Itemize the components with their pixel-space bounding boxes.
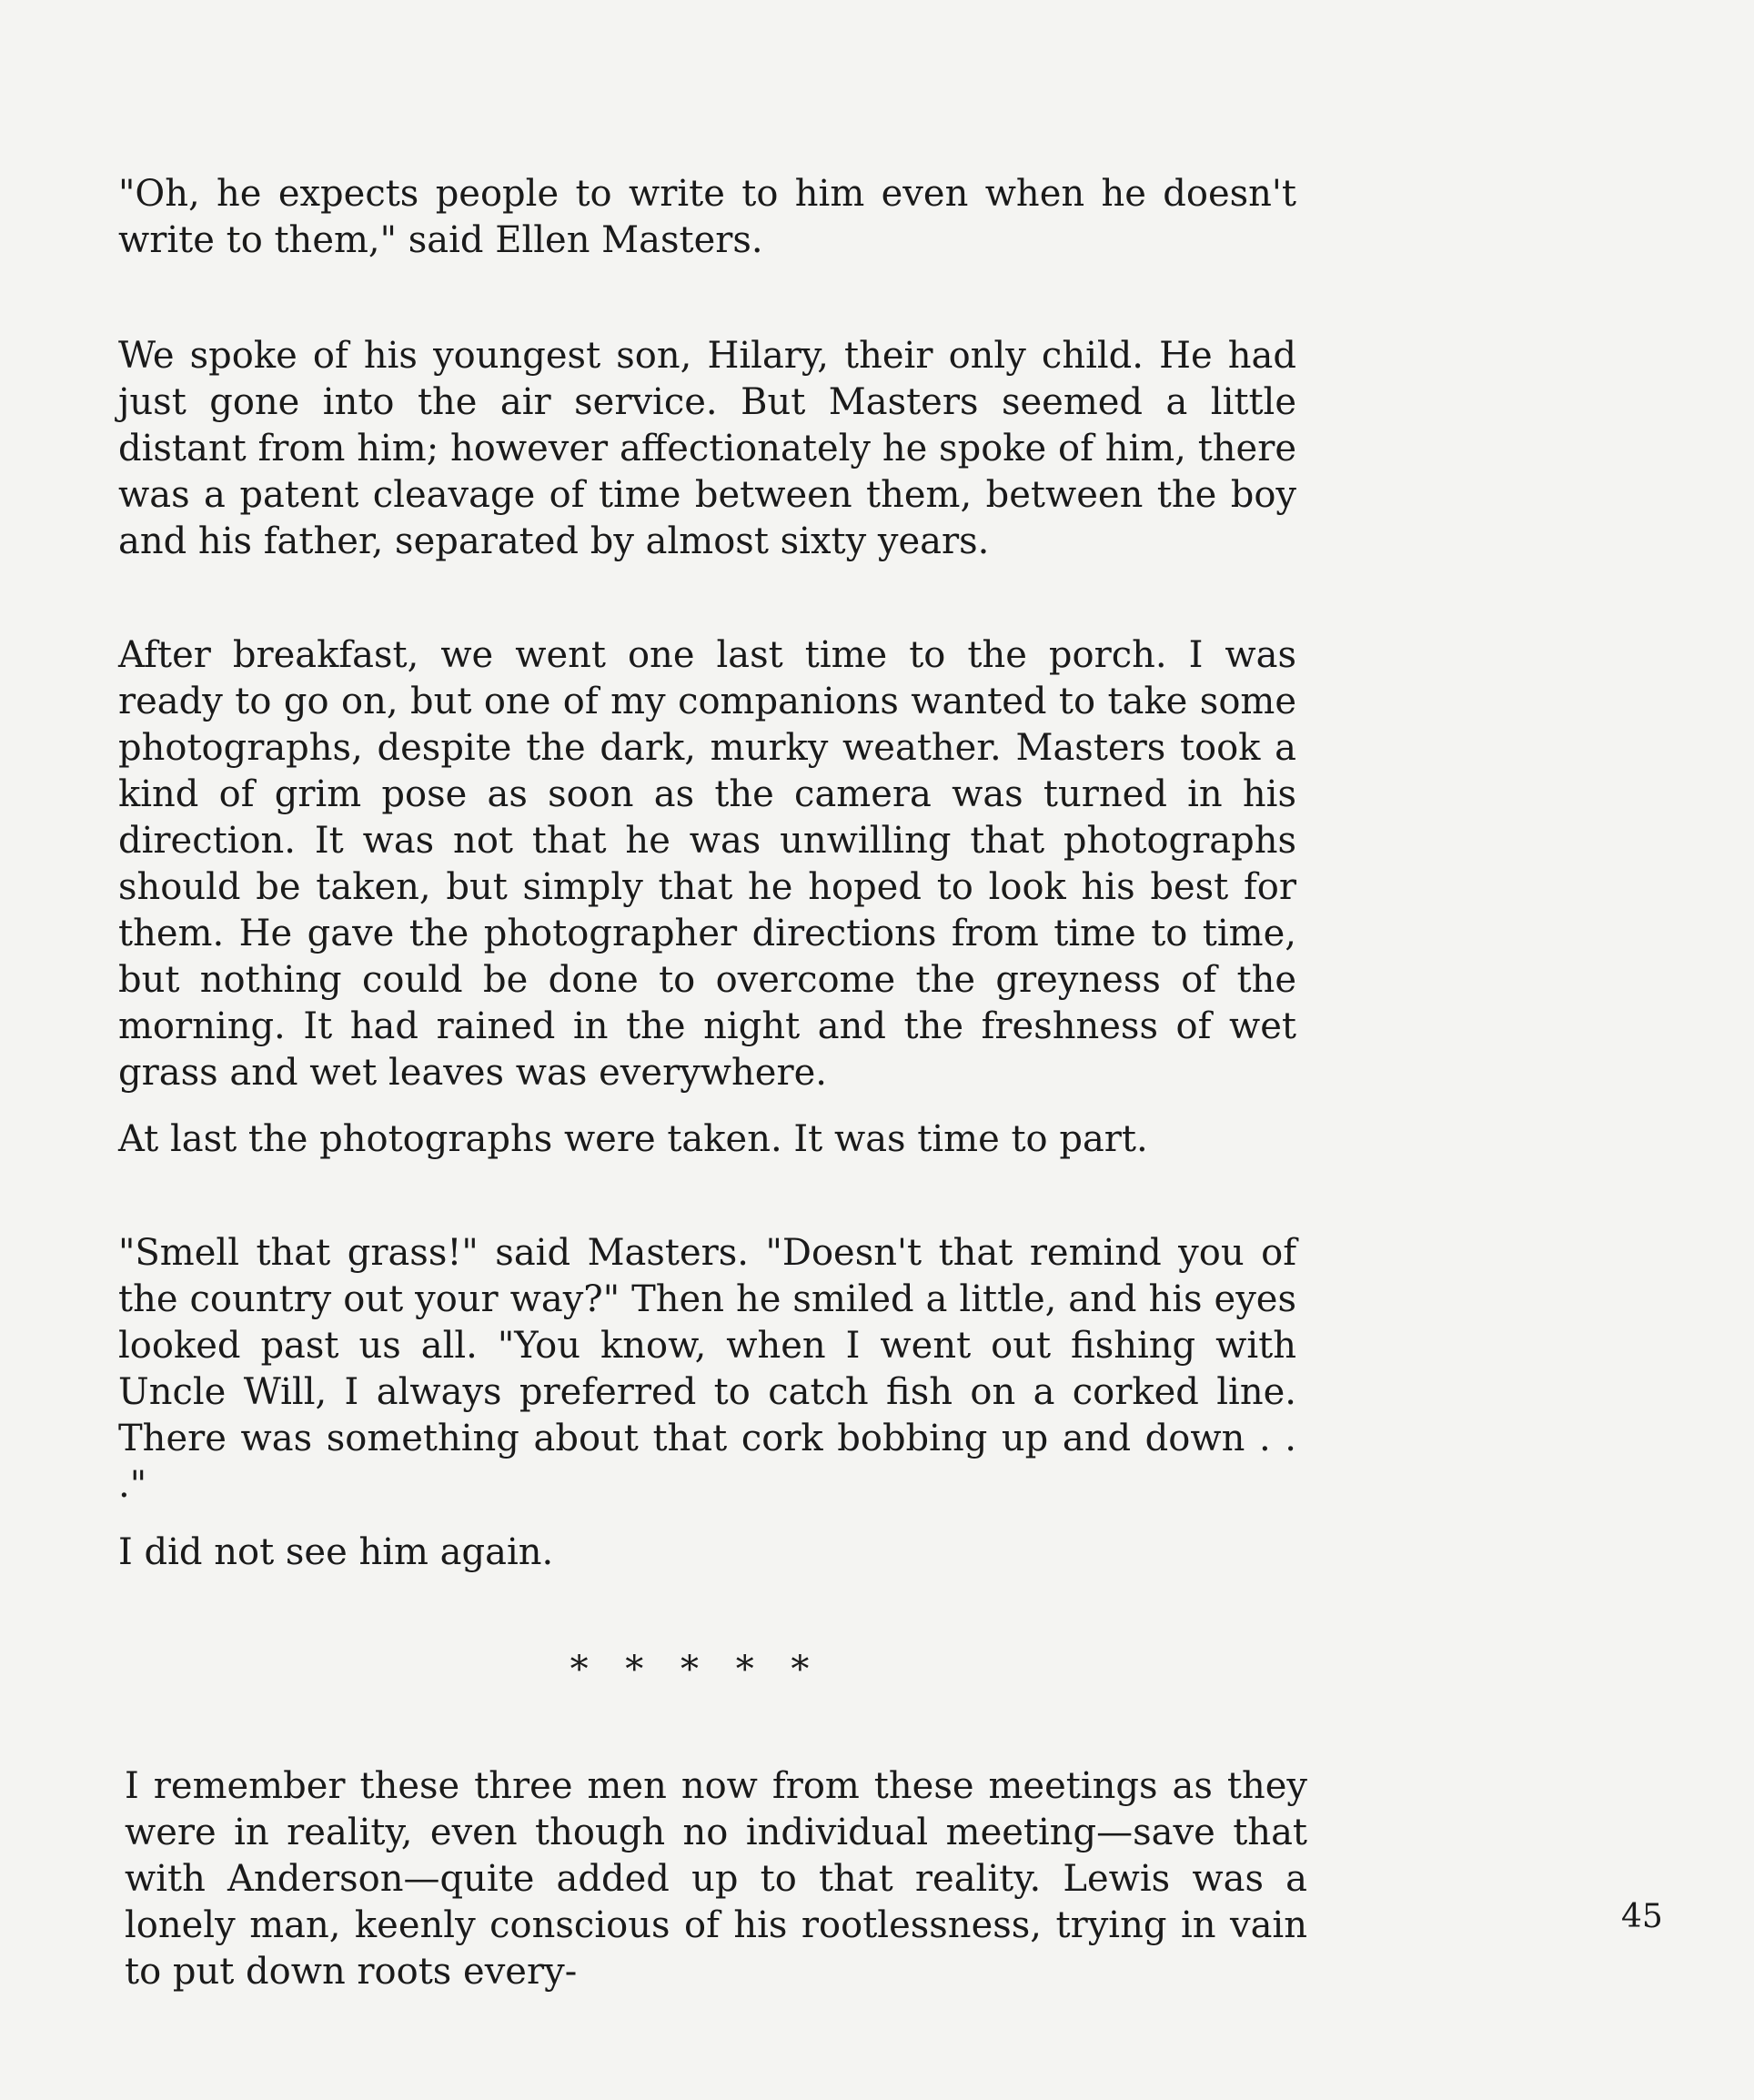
paragraph-remember-three-men: I remember these three men now from these meetings as they were in reality, even though no individual meeting—save that with Anderson—quite added up to that reality. Lewis was a lonely man, keenly conscious of his rootlessness, trying in vain to put down roots every- [125, 1765, 1307, 1993]
paragraph-ellen-masters-quote: "Oh, he expects people to write to him even when he doesn't write to them," said Ellen Masters. [118, 173, 1296, 261]
paragraph-after-breakfast: After breakfast, we went one last time to the porch. I was ready to go on, but one of my companions wanted to take some photographs, despite the dark, murky weather. Masters took a kind of grim pose as soon as the camera was turned in his direction. It was not that he was unwilling that photographs should be taken, but simply that he hoped to look his best for them. He gave the photographer directions from time to time, but nothing could be done to overcome the greyness of the morning. It had rained in the night and the freshness of wet grass and wet leaves was everywhere. [118, 634, 1296, 1094]
page-number: 45 [1621, 1898, 1663, 1935]
paragraph-smell-that-grass: "Smell that grass!" said Masters. "Doesn't that remind you of the country out your way?" Then he smiled a little, and his eyes looked past us all. "You know, when I went out fishing with Uncle Will, I always preferred to catch fish on a corked line. There was something about that cork bobbing up and down . . ." [118, 1232, 1296, 1506]
paragraph-youngest-son: We spoke of his youngest son, Hilary, their only child. He had just gone into the air service. But Masters seemed a little distant from him; however affectionately he spoke of him, there was a patent cleavage of time between them, between the boy and his father, separated by almost sixty years. [118, 335, 1296, 562]
section-separator: * * * * * [570, 1649, 822, 1691]
paragraph-did-not-see-him: I did not see him again. [118, 1531, 554, 1573]
paragraph-photographs-taken: At last the photographs were taken. It was time to part. [118, 1118, 1148, 1160]
